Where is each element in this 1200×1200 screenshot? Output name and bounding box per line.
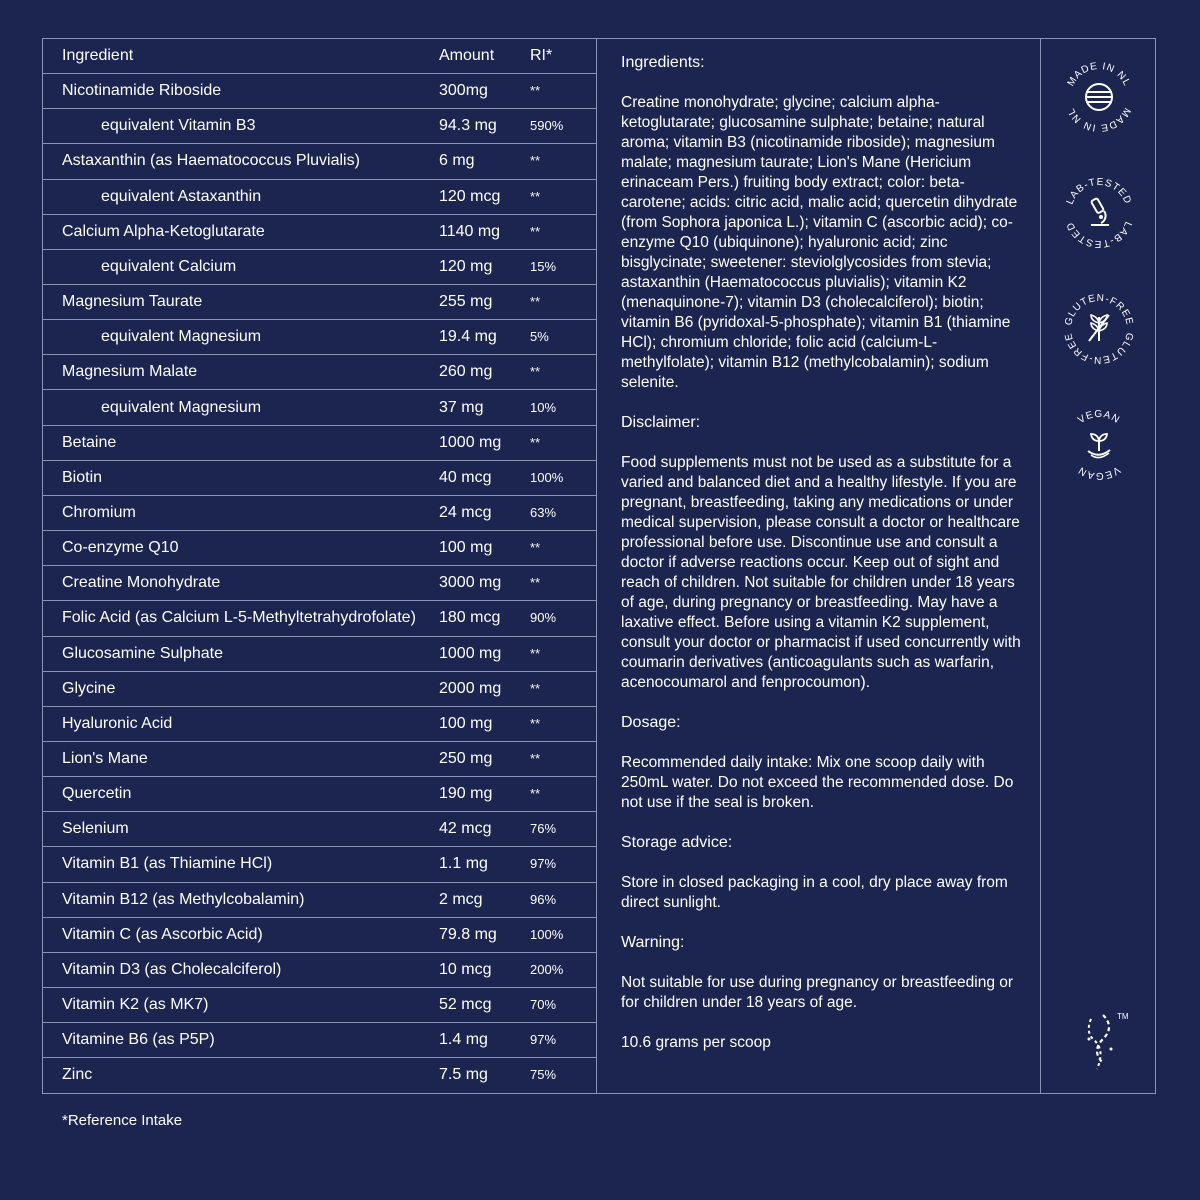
table-row — [43, 918, 596, 953]
ingredient-amount: 1140 mg — [439, 222, 501, 240]
ingredient-amount: 24 mcg — [439, 503, 492, 521]
ingredient-ri: 63% — [530, 504, 557, 520]
lab-tested-badge — [1061, 175, 1137, 251]
badge-column — [1041, 39, 1157, 1093]
ingredient-amount: 79.8 mg — [439, 925, 497, 943]
ingredient-ri: ** — [530, 786, 541, 802]
dosage-text: Recommended daily intake: Mix one scoop daily with 250mL water. Do not exceed the recommended dose. Do not use if the seal is broken. — [621, 754, 1014, 811]
dna-logo-icon — [1081, 1009, 1131, 1075]
wheat-crossed-icon — [1061, 291, 1137, 367]
ingredient-name: Selenium — [62, 820, 129, 838]
ingredient-ri: 96% — [530, 891, 557, 907]
ingredient-name: Vitamin D3 (as Cholecalciferol) — [62, 960, 282, 978]
table-row — [43, 1023, 596, 1058]
ingredient-name: equivalent Calcium — [101, 257, 237, 275]
ingredient-name: equivalent Magnesium — [101, 398, 262, 416]
ingredient-amount: 260 mg — [439, 363, 493, 381]
ingredient-ri: ** — [530, 223, 541, 239]
ingredient-ri: ** — [530, 575, 541, 591]
ingredient-ri: 75% — [530, 1067, 557, 1083]
table-row — [43, 215, 596, 250]
ingredient-ri: 100% — [530, 469, 564, 485]
ingredient-name: equivalent Astaxanthin — [101, 187, 262, 205]
ingredient-ri: 100% — [530, 926, 564, 942]
ingredient-amount: 255 mg — [439, 293, 493, 311]
ingredient-ri: 590% — [530, 118, 564, 134]
ingredient-amount: 1000 mg — [439, 433, 502, 451]
ingredient-amount: 40 mcg — [439, 468, 492, 486]
reference-intake-footnote: *Reference Intake — [62, 1112, 183, 1129]
ingredient-name: Biotin — [62, 468, 103, 486]
brand-logo — [1081, 1009, 1131, 1075]
table-row — [43, 531, 596, 566]
table-row — [43, 355, 596, 390]
disclaimer-title: Disclaimer: — [621, 414, 701, 431]
svg-text:VEGAN: VEGAN — [1076, 463, 1122, 482]
table-row — [43, 566, 596, 601]
ingredient-name: Calcium Alpha-Ketoglutarate — [62, 222, 265, 240]
ingredient-amount: 6 mg — [439, 152, 475, 170]
ingredient-name: Astaxanthin (as Haematococcus Pluvialis) — [62, 152, 360, 170]
ingredient-ri: 200% — [530, 961, 564, 977]
warning-text: Not suitable for use during pregnancy or breastfeeding or for children under 18 years of age. — [621, 974, 1014, 1011]
table-row — [43, 180, 596, 215]
ingredient-amount: 3000 mg — [439, 574, 502, 592]
svg-text:LAB-TESTED: LAB-TESTED — [1064, 219, 1134, 250]
table-row — [43, 496, 596, 531]
ingredient-amount: 250 mg — [439, 750, 493, 767]
header-ri: RI* — [530, 47, 553, 64]
ingredient-ri: 15% — [530, 258, 557, 274]
table-row — [43, 461, 596, 496]
ingredient-amount: 2000 mg — [439, 679, 502, 697]
table-row — [43, 637, 596, 672]
ingredient-amount: 42 mcg — [439, 820, 492, 838]
ingredient-ri: ** — [530, 715, 541, 731]
ingredient-name: Glycine — [62, 679, 116, 697]
ingredient-name: Vitamin C (as Ascorbic Acid) — [62, 925, 263, 943]
table-row — [43, 426, 596, 461]
table-row — [43, 883, 596, 918]
nutrition-table — [43, 39, 597, 1093]
made-in-nl-badge — [1061, 59, 1137, 135]
table-header — [43, 39, 596, 74]
svg-text:MADE IN NL: MADE IN NL — [1065, 105, 1133, 134]
table-row — [43, 601, 596, 636]
ingredient-name: Glucosamine Sulphate — [62, 644, 223, 662]
plant-hand-icon — [1061, 407, 1137, 483]
ingredient-amount: 120 mcg — [439, 187, 501, 205]
ingredient-amount: 52 mcg — [439, 996, 492, 1014]
ingredient-name: Magnesium Malate — [62, 363, 198, 381]
ingredient-amount: 120 mg — [439, 257, 493, 275]
ingredients-title: Ingredients: — [621, 54, 705, 71]
table-row — [43, 391, 596, 426]
ingredient-name: Vitamin K2 (as MK7) — [62, 996, 209, 1014]
ingredient-ri: 97% — [530, 856, 557, 872]
made-in-nl-icon — [1061, 59, 1137, 135]
ingredient-amount: 94.3 mg — [439, 117, 497, 135]
ingredient-amount: 1000 mg — [439, 644, 502, 662]
ingredient-amount: 100 mg — [439, 539, 493, 557]
ingredient-name: Vitamin B1 (as Thiamine HCl) — [62, 855, 273, 873]
microscope-icon — [1061, 175, 1137, 251]
info-column — [597, 39, 1041, 1093]
table-row — [43, 672, 596, 707]
ingredient-amount: 19.4 mg — [439, 328, 497, 346]
table-row — [43, 74, 596, 109]
vegan-badge — [1061, 407, 1137, 483]
ingredient-name: equivalent Magnesium — [101, 328, 262, 346]
svg-text:LAB-TESTED: LAB-TESTED — [1064, 176, 1134, 207]
dosage-title: Dosage: — [621, 714, 681, 731]
svg-text:GLUTEN-FREE: GLUTEN-FREE — [1063, 331, 1135, 366]
table-row — [43, 1058, 596, 1093]
ingredient-amount: 7.5 mg — [439, 1066, 488, 1084]
ingredient-amount: 100 mg — [439, 714, 493, 732]
ingredient-ri: ** — [530, 645, 541, 661]
ingredient-ri: ** — [530, 751, 541, 766]
table-row — [43, 109, 596, 144]
table-row — [43, 320, 596, 355]
table-row — [43, 707, 596, 742]
table-row — [43, 812, 596, 847]
serving-size: 10.6 grams per scoop — [621, 1034, 771, 1051]
ingredient-amount: 1.4 mg — [439, 1031, 488, 1049]
ingredient-ri: 70% — [530, 997, 557, 1013]
disclaimer-text: Food supplements must not be used as a substitute for a varied and balanced diet and a healthy lifestyle. If you are pregnant, breastfeeding, taking any medications or under medical supervision, please consult a doctor or healthcare professional before use. Discontinue use and consult a doctor if adverse reactions occur. Keep out of sight and reach of children. Not suitable for children under 18 years of age, during pregnancy or breastfeeding. May have a laxative effect. Before using a vitamin K2 supplement, consult your doctor or pharmacist if used concurrently with coumarin derivatives (anticoagulants such as warfarin, acenocoumarol and fenprocoumon). — [621, 454, 1021, 691]
ingredient-amount: 10 mcg — [439, 960, 492, 978]
svg-text:GLUTEN-FREE: GLUTEN-FREE — [1063, 292, 1135, 327]
table-row — [43, 953, 596, 988]
ingredient-ri: 97% — [530, 1032, 557, 1048]
ingredient-ri: ** — [530, 540, 541, 556]
storage-text: Store in closed packaging in a cool, dry place away from direct sunlight. — [621, 874, 1008, 911]
ingredient-ri: ** — [530, 434, 541, 450]
ingredient-amount: 190 mg — [439, 785, 493, 803]
ingredient-name: Creatine Monohydrate — [62, 574, 221, 592]
ingredient-ri: 5% — [530, 329, 549, 345]
storage-title: Storage advice: — [621, 834, 733, 851]
table-row — [43, 144, 596, 179]
ingredient-ri: ** — [530, 83, 541, 99]
warning-title: Warning: — [621, 934, 685, 951]
table-row — [43, 285, 596, 320]
ingredient-name: Lion's Mane — [62, 750, 148, 767]
ingredient-amount: 180 mcg — [439, 609, 501, 627]
svg-text:MADE IN NL: MADE IN NL — [1065, 60, 1133, 89]
ingredient-ri: ** — [530, 364, 541, 380]
header-amount: Amount — [439, 47, 495, 64]
ingredient-name: Vitamine B6 (as P5P) — [62, 1031, 215, 1049]
ingredient-ri: ** — [530, 188, 541, 204]
ingredient-ri: 76% — [530, 821, 557, 837]
ingredient-name: Betaine — [62, 433, 117, 451]
ingredient-name: equivalent Vitamin B3 — [101, 117, 256, 135]
gluten-free-badge — [1061, 291, 1137, 367]
ingredient-name: Quercetin — [62, 785, 132, 803]
ingredient-ri: ** — [530, 680, 541, 696]
header-ingredient: Ingredient — [62, 47, 134, 64]
ingredient-amount: 2 mcg — [439, 890, 483, 908]
table-row — [43, 988, 596, 1023]
ingredient-ri: ** — [530, 153, 541, 169]
supplement-facts-panel — [42, 38, 1156, 1094]
table-row — [43, 250, 596, 285]
ingredient-name: Vitamin B12 (as Methylcobalamin) — [62, 890, 305, 908]
table-row — [43, 847, 596, 882]
ingredient-name: Co-enzyme Q10 — [62, 539, 179, 557]
ingredient-amount: 37 mg — [439, 398, 484, 416]
ingredient-name: Hyaluronic Acid — [62, 714, 173, 732]
table-row — [43, 777, 596, 812]
ingredient-ri: 90% — [530, 610, 557, 626]
svg-text:VEGAN: VEGAN — [1076, 408, 1122, 427]
ingredient-amount: 1.1 mg — [439, 855, 488, 873]
ingredient-name: Zinc — [62, 1066, 93, 1084]
ingredient-name: Folic Acid (as Calcium L-5-Methyltetrahydrofolate) — [62, 609, 416, 627]
ingredient-name: Chromium — [62, 503, 136, 521]
table-row — [43, 742, 596, 777]
ingredient-ri: ** — [530, 294, 541, 310]
svg-text:TM: TM — [1117, 1012, 1129, 1021]
ingredient-name: Magnesium Taurate — [62, 293, 203, 311]
ingredient-ri: 10% — [530, 399, 557, 415]
ingredient-amount: 300mg — [439, 82, 488, 100]
ingredients-text: Creatine monohydrate; glycine; calcium alpha-ketoglutarate; glucosamine sulphate; betaine; natural aroma; vitamin B3 (nicotinamide riboside); magnesium malate; magnesium taurate; Lion's Mane (Hericium erinaceam Pers.) fruiting body extract; color: beta-carotene; acids: citric acid, malic acid; quercetin dihydrate (from Sophora japonica L.); vitamin C (ascorbic acid); co-enzyme Q10 (ubiquinone); hyaluronic acid; zinc bisglycinate; sweetener: steviolglycosides from stevia; astaxanthin (Haematococcus pluvialis); vitamin K2 (menaquinone-7); vitamin D3 (cholecalciferol); biotin; vitamin B6 (pyridoxal-5-phosphate); vitamin B1 (thiamine HCl); chromium chloride; folic acid (calcium-L-methylfolate); vitamin B12 (methylcobalamin); sodium selenite. — [621, 94, 1018, 391]
ingredient-name: Nicotinamide Riboside — [62, 82, 222, 100]
